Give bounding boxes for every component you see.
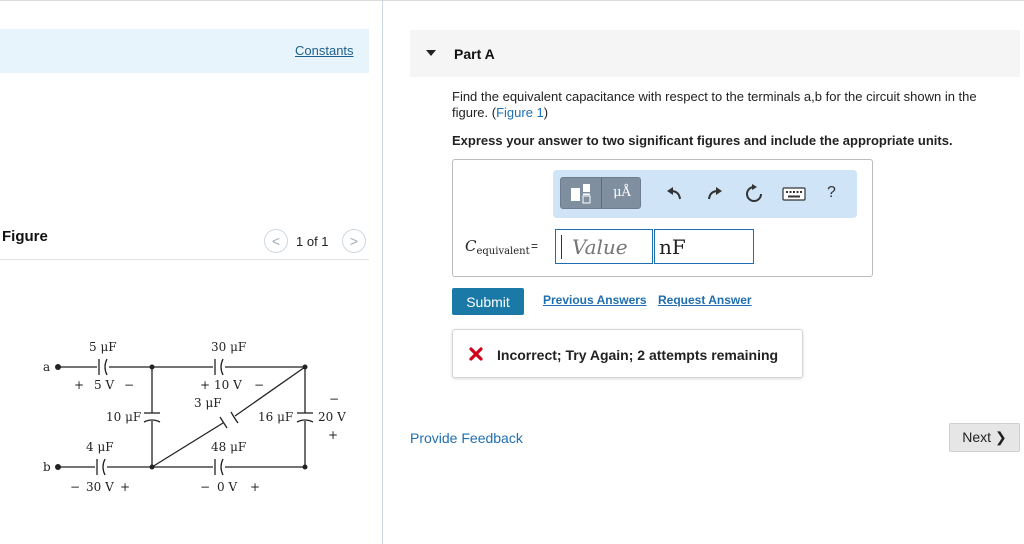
circuit-diagram — [0, 320, 369, 510]
redo-icon[interactable] — [704, 184, 724, 204]
v1-plus: + — [74, 378, 85, 392]
cap-16uf-label: 16 μF — [258, 410, 294, 424]
template-tools-group — [560, 177, 641, 209]
v4-plus: + — [120, 480, 131, 494]
v3-minus: − — [329, 392, 340, 406]
node-top-left — [150, 365, 155, 370]
cap-5uf-label: 5 μF — [89, 340, 117, 354]
keyboard-icon[interactable] — [782, 186, 806, 202]
incorrect-x-icon — [468, 346, 484, 362]
part-title[interactable]: Part A — [454, 46, 495, 62]
value-input[interactable] — [555, 229, 653, 264]
figure-link[interactable]: Figure 1 — [496, 105, 544, 120]
chevron-right-icon: ❯ — [994, 429, 1007, 445]
v2-minus: − — [254, 378, 265, 392]
cap-48uf-label: 48 μF — [211, 440, 247, 454]
question-end: ) — [543, 105, 549, 120]
next-button[interactable] — [949, 423, 1020, 452]
v5-plus: + — [250, 480, 261, 494]
v3-plus: + — [328, 428, 339, 442]
provide-feedback-link[interactable]: Provide Feedback — [410, 430, 523, 446]
submit-button[interactable]: Submit — [452, 288, 524, 315]
templates-button[interactable] — [561, 178, 601, 208]
part-header[interactable] — [410, 30, 1020, 77]
help-button[interactable]: ? — [827, 184, 836, 201]
cap-10uf-label: 10 μF — [106, 410, 142, 424]
equals-sign: = — [531, 239, 539, 253]
question-body: Find the equivalent capacitance with respect to the terminals a,b for the circuit shown in the figure. ( — [452, 89, 977, 120]
collapse-caret-icon[interactable] — [426, 50, 436, 56]
v2-value: 10 V — [214, 378, 242, 392]
templates-icon — [561, 178, 601, 208]
figure-title: Figure — [2, 228, 48, 245]
v1-value: 5 V — [94, 378, 115, 392]
math-toolbar — [553, 170, 857, 218]
v1-minus: − — [124, 378, 135, 392]
v3-value: 20 V — [318, 410, 346, 424]
v4-value: 30 V — [86, 480, 114, 494]
units-button[interactable]: μÅ — [613, 185, 631, 200]
node-bottom-right — [303, 465, 308, 470]
v5-minus: − — [200, 480, 211, 494]
text-cursor — [561, 235, 562, 259]
figure-pager-text: 1 of 1 — [296, 234, 329, 249]
unit-input[interactable] — [654, 229, 754, 264]
question-text — [452, 89, 1012, 121]
column-divider — [382, 0, 383, 544]
figure-rule — [0, 259, 369, 260]
node-bottom-left — [150, 465, 155, 470]
node-b — [55, 464, 61, 470]
node-top-right — [303, 365, 308, 370]
v4-minus: − — [70, 480, 81, 494]
variable-subscript: equivalent — [476, 246, 530, 257]
cap-30uf-label: 30 μF — [211, 340, 247, 354]
undo-icon[interactable] — [665, 184, 685, 204]
request-answer-link[interactable]: Request Answer — [658, 293, 752, 307]
cap-3uf-label: 3 μF — [194, 396, 222, 410]
v5-value: 0 V — [217, 480, 238, 494]
circuit-figure — [0, 320, 369, 510]
variable-label — [465, 237, 530, 257]
constants-link[interactable]: Constants — [295, 43, 354, 58]
node-a — [55, 364, 61, 370]
feedback-message: Incorrect; Try Again; 2 attempts remaining — [497, 347, 779, 363]
terminal-b-label: b — [43, 460, 51, 474]
top-rule — [0, 0, 1024, 1]
v2-plus: + — [200, 378, 211, 392]
cap-4uf-label: 4 μF — [86, 440, 114, 454]
figure-next-button[interactable]: > — [342, 229, 366, 253]
previous-answers-link[interactable]: Previous Answers — [543, 293, 647, 307]
figure-prev-button[interactable]: < — [264, 229, 288, 253]
next-label: Next — [962, 429, 992, 445]
terminal-a-label: a — [43, 360, 51, 374]
variable-symbol: C — [465, 237, 477, 255]
instruction-text: Express your answer to two significant figures and include the appropriate units. — [452, 133, 953, 148]
reset-icon[interactable] — [743, 183, 765, 205]
